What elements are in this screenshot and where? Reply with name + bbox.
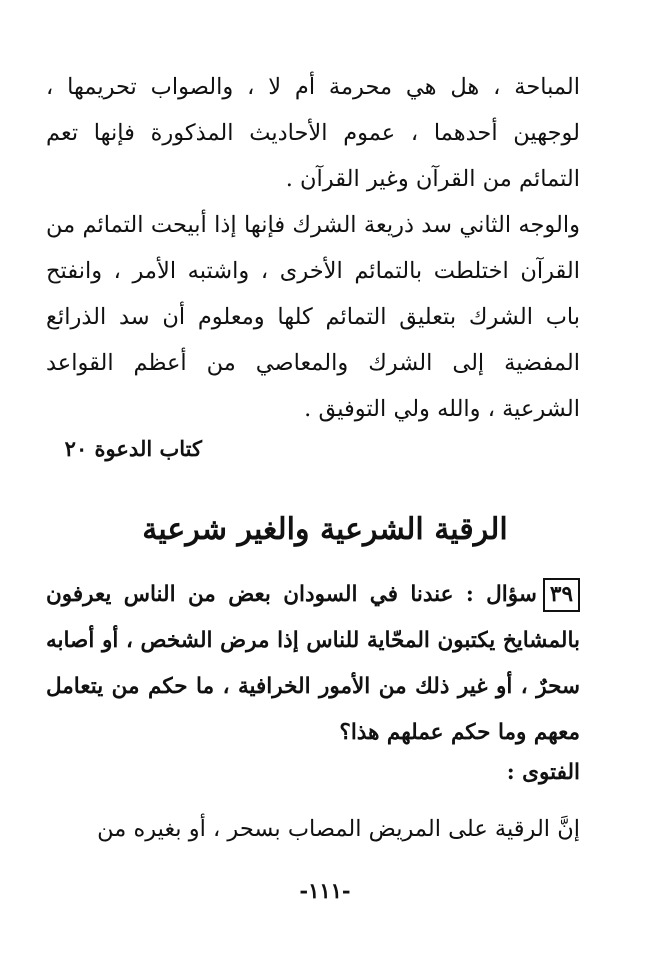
source-citation: كتاب الدعوة ٢٠ [64,436,202,461]
question-number: ٣٩ [543,578,580,612]
body-text [46,64,580,432]
answer-text: إنَّ الرقية على المريض المصاب بسحر ، أو بغيره من [97,816,580,842]
paragraph: والوجه الثاني سد ذريعة الشرك فإنها إذا أبيحت التمائم من القرآن اختلطت بالتمائم الأخرى ، واشتبه الأمر ، وانفتح باب الشرك بتعليق التمائم كلها ومعلوم أن سد الذرائع المفضية إلى الشرك والمعاصي من أعظم القواعد الشرعية ، والله ولي التوفيق . [46,212,580,422]
page-number: -١١١- [299,878,351,903]
section-heading: الرقية الشرعية والغير شرعية [142,512,508,547]
paragraph: المباحة ، هل هي محرمة أم لا ، والصواب تحريمها ، لوجهين أحدهما ، عموم الأحاديث المذكورة فإنها تعم التمائم من القرآن وغير القرآن . [46,74,580,192]
question-block [46,572,580,756]
fatwa-label: الفتوى : [506,760,580,785]
question-text: سؤال : عندنا في السودان بعض من الناس يعرفون بالمشايخ يكتبون المحّاية للناس إذا مرض الشخص ، أو أصابه سحرٌ ، أو غير ذلك من الأمور الخرافية ، ما حكم من يتعامل معهم وما حكم عملهم هذا؟ [46,582,580,745]
